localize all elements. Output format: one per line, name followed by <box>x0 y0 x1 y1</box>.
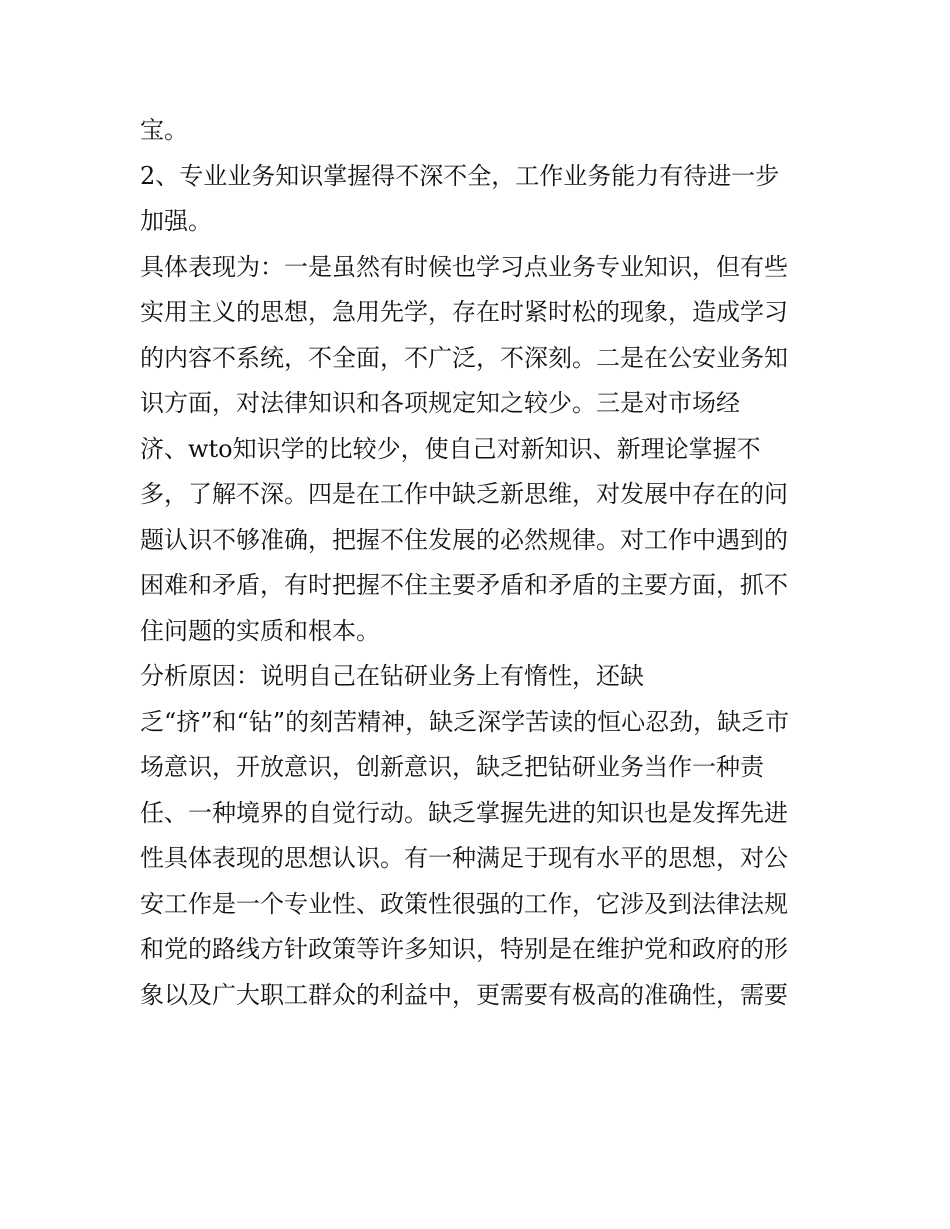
text-line: 的内容不系统，不全面，不广泛，不深刻。二是在公安业务知 <box>140 343 788 372</box>
text-line: 住问题的实质和根本。 <box>140 616 380 645</box>
text-line: 和党的路线方针政策等许多知识，特别是在维护党和政府的形 <box>140 935 788 963</box>
text-line: 困难和矛盾，有时把握不住主要矛盾和矛盾的主要方面，抓不 <box>140 571 788 599</box>
text-line: 任、一种境界的自觉行动。缺乏掌握先进的知识也是发挥先进 <box>140 798 788 827</box>
document-body <box>140 108 830 1018</box>
text-line: 实用主义的思想，急用先学，存在时紧时松的现象，造成学习 <box>140 298 788 326</box>
text-line: 题认识不够准确，把握不住发展的必然规律。对工作中遇到的 <box>140 525 788 554</box>
text-line: 乏“挤”和“钻”的刻苦精神，缺乏深学苦读的恒心忍劲，缺乏市 <box>140 707 790 736</box>
text-line: 象以及广大职工群众的利益中，更需要有极高的准确性，需要 <box>140 980 788 1009</box>
text-line: 2、专业业务知识掌握得不深不全，工作业务能力有待进一步 <box>140 161 780 190</box>
text-line: 性具体表现的思想认识。有一种满足于现有水平的思想，对公 <box>140 844 788 872</box>
text-line: 安工作是一个专业性、政策性很强的工作，它涉及到法律法规 <box>140 889 788 918</box>
text-line: 场意识，开放意识，创新意识，缺乏把钻研业务当作一种责 <box>140 753 764 781</box>
text-line: 具体表现为：一是虽然有时候也学习点业务专业知识，但有些 <box>140 252 788 281</box>
text-line: 多，了解不深。四是在工作中缺乏新思维，对发展中存在的问 <box>140 480 788 508</box>
text-line: 加强。 <box>140 207 212 235</box>
text-line: 济、wto知识学的比较少，使自己对新知识、新理论掌握不 <box>140 434 761 463</box>
text-line: 宝。 <box>140 116 188 144</box>
text-line: 分析原因：说明自己在钻研业务上有惰性，还缺 <box>140 662 644 690</box>
text-line: 识方面，对法律知识和各项规定知之较少。三是对市场经 <box>140 389 740 417</box>
